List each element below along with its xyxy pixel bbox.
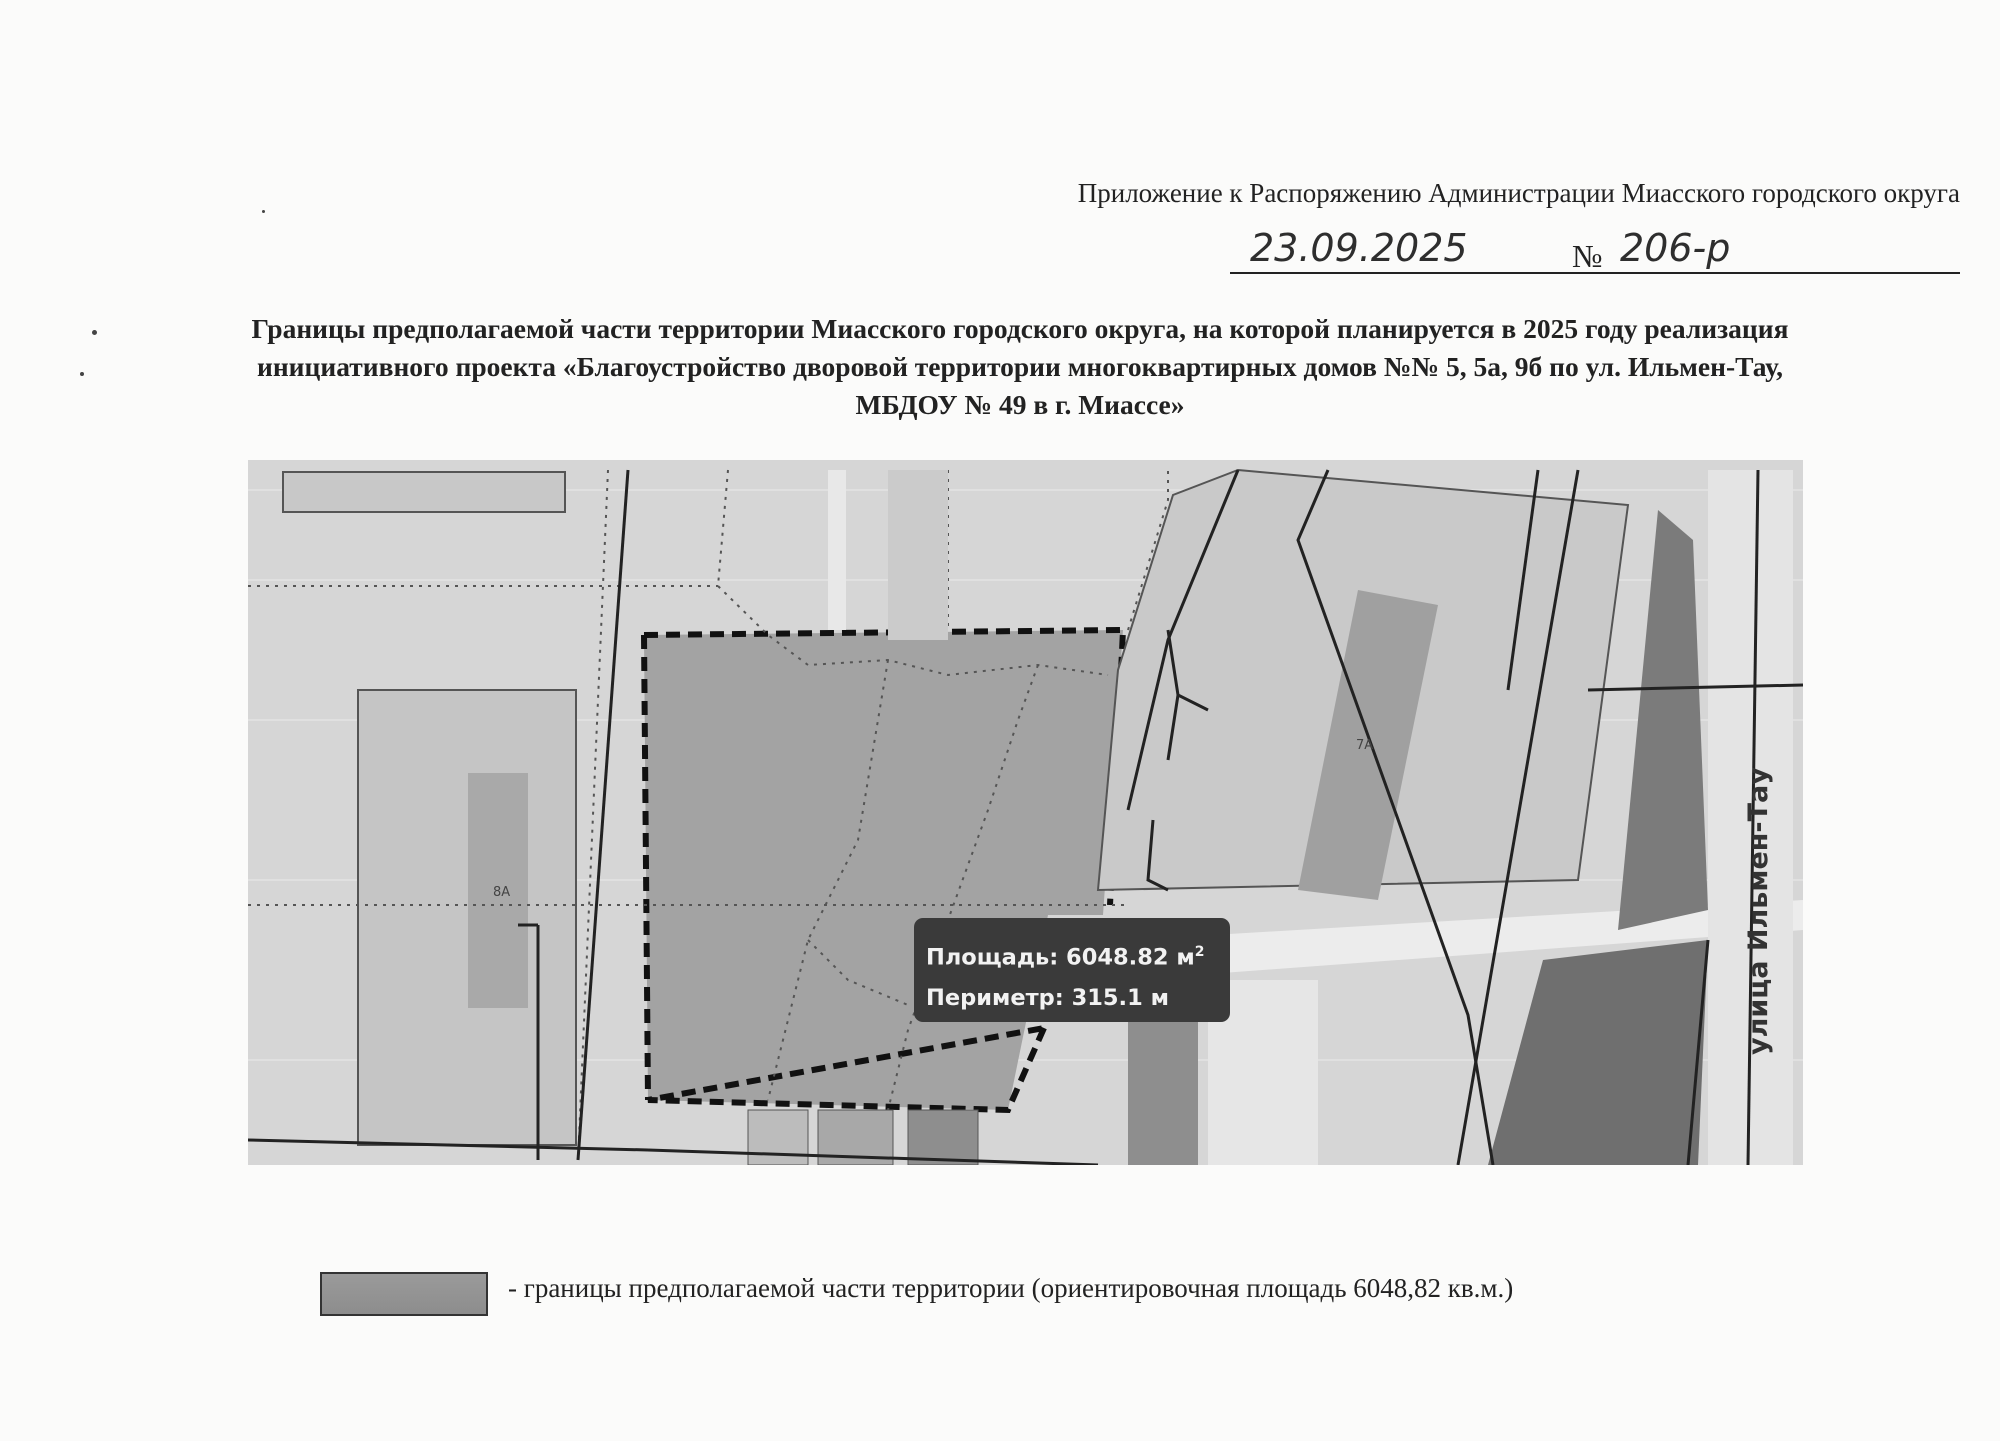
number-underline xyxy=(1608,272,1960,274)
title-line-2: инициативного проекта «Благоустройство дворовой территории многоквартирных домов №№ 5, 5а, 9б по ул. Ильмен-Тау, xyxy=(256,351,1784,382)
legend-text: - границы предполагаемой части территории (ориентировочная площадь 6048,82 кв.м.) xyxy=(508,1273,1514,1303)
building-label-8a: 8А xyxy=(493,885,511,900)
legend-swatch xyxy=(320,1272,488,1316)
date-number-row xyxy=(1180,226,1960,282)
title-line-3: МБДОУ № 49 в г. Миассе» xyxy=(855,389,1185,420)
scan-speck xyxy=(80,372,84,376)
street-label: улица Ильмен-Тау xyxy=(1743,767,1774,1055)
path-vertical xyxy=(828,470,846,630)
plot-8a xyxy=(358,690,576,1145)
appendix-header: Приложение к Распоряжению Администрации Миасского городского округа xyxy=(1077,178,1960,208)
handwritten-number: 206-р xyxy=(1620,226,1731,270)
perimeter-measurement: Периметр: 315.1 м xyxy=(926,984,1169,1011)
map-drawing xyxy=(248,460,1803,1165)
area-measurement: Площадь: 6048.82 $м^2$ xyxy=(926,944,1205,971)
scan-speck xyxy=(92,330,97,335)
measurement-tooltip xyxy=(914,918,1230,1022)
date-underline xyxy=(1230,272,1610,274)
number-sign: № xyxy=(1572,238,1603,274)
handwritten-date: 23.09.2025 xyxy=(1250,226,1468,270)
document-title xyxy=(120,310,1920,424)
cadastral-map xyxy=(248,460,1803,1165)
building-label-7a: 7А xyxy=(1356,738,1374,753)
title-line-1: Границы предполагаемой части территории Миасского городского округа, на которой планируется в 2025 году реализация xyxy=(251,313,1789,344)
scan-speck xyxy=(262,210,265,213)
building-top-left xyxy=(283,472,565,512)
